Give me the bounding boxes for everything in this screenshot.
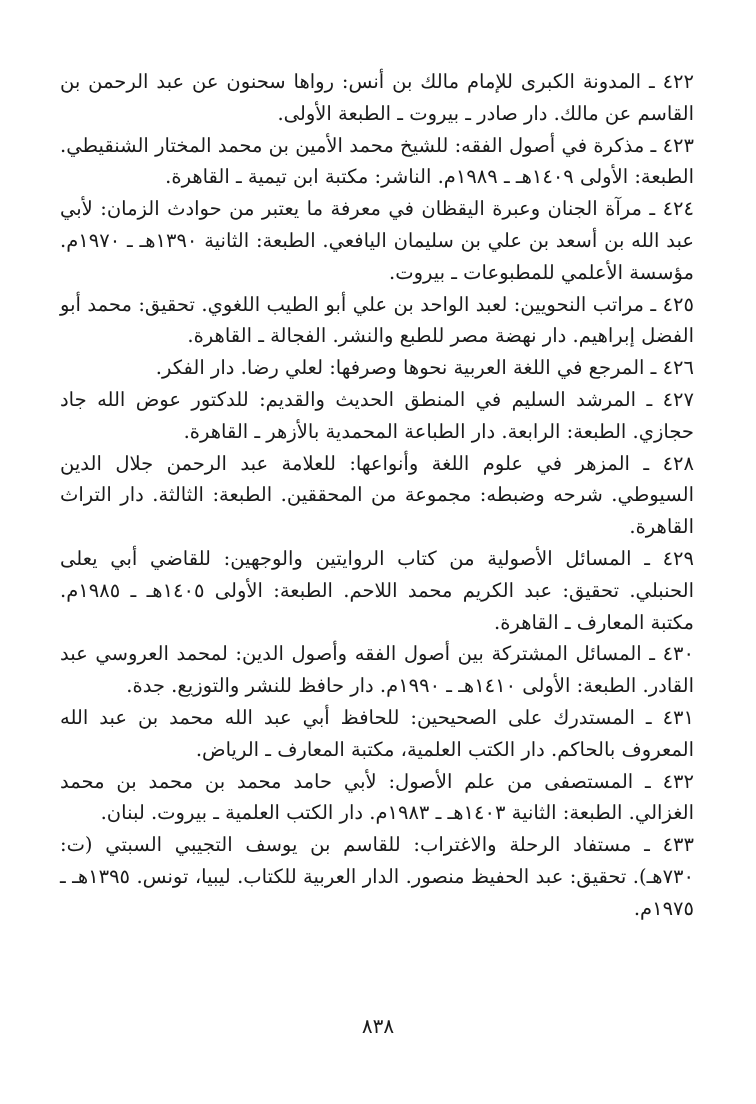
page-number: ٨٣٨ [361, 1014, 395, 1038]
bibliography-entry [60, 448, 694, 543]
entry-number: ٤٢٢ [662, 70, 694, 93]
entry-number: ٤٢٥ [662, 292, 694, 316]
bibliography-entry [60, 829, 694, 924]
entry-number: ٤٢٨ [662, 451, 694, 475]
entry-separator: ـ [634, 705, 663, 729]
entry-text: المستصفى من علم الأصول: لأبي حامد محمد بن محمد بن محمد الغزالي. الطبعة: الثانية ١٤٠٣هـ ـ ١٩٨٣م. دار الكتب العلمية ـ بيروت. لبنان. [60, 769, 694, 825]
entry-text: المرشد السليم في المنطق الحديث والقديم: للدكتور عوض الله جاد حجازي. الطبعة: الرابعة. دار الطباعة المحمدية بالأزهر ـ القاهرة. [60, 387, 694, 443]
entry-text: المسائل الأصولية من كتاب الروايتين والوجهين: للقاضي أبي يعلى الحنبلي. تحقيق: عبد الكريم محمد اللاحم. الطبعة: الأولى ١٤٠٥هـ ـ ١٩٨٥م. مكتبة المعارف ـ القاهرة. [60, 546, 694, 634]
entry-separator: ـ [641, 70, 663, 93]
bibliography-entry [60, 352, 694, 384]
entry-separator: ـ [643, 292, 663, 316]
entry-separator: ـ [629, 451, 663, 475]
entry-number: ٤٣١ [662, 705, 694, 729]
entry-separator: ـ [631, 546, 663, 570]
entry-number: ٤٢٦ [662, 356, 694, 380]
entry-text: مرآة الجنان وعبرة اليقظان في معرفة ما يعتبر من حوادث الزمان: لأبي عبد الله بن أسعد بن علي بن سليمان اليافعي. الطبعة: الثانية ١٣٩٠هـ ـ ١٩٧٠م. مؤسسة الأعلمي للمطبوعات ـ بيروت. [60, 197, 694, 284]
entry-separator: ـ [641, 642, 663, 666]
entry-text: مستفاد الرحلة والاغتراب: للقاسم بن يوسف التجيبي السبتي (ت: ٧٣٠هـ). تحقيق: عبد الحفيظ منصور. الدار العربية للكتاب. ليبيا، تونس. ١٣٩٥هـ ـ ١٩٧٥م. [60, 833, 694, 920]
bibliography-list [60, 66, 694, 925]
entry-text: المستدرك على الصحيحين: للحافظ أبي عبد الله محمد بن عبد الله المعروف بالحاكم. دار الكتب العلمية، مكتبة المعارف ـ الرياض. [60, 705, 694, 761]
entry-separator: ـ [641, 197, 663, 221]
entry-number: ٤٣٢ [662, 769, 694, 793]
bibliography-entry [60, 638, 694, 702]
entry-number: ٤٢٩ [662, 546, 694, 570]
entry-text: مراتب النحويين: لعبد الواحد بن علي أبو الطيب اللغوي. تحقيق: محمد أبو الفضل إبراهيم. دار نهضة مصر للطبع والنشر. الفجالة ـ القاهرة. [60, 292, 694, 348]
entry-number: ٤٢٣ [662, 133, 694, 157]
bibliography-entry [60, 702, 694, 766]
entry-separator: ـ [633, 769, 663, 793]
entry-number: ٤٢٧ [662, 387, 694, 411]
bibliography-entry [60, 66, 694, 130]
bibliography-entry [60, 289, 694, 353]
entry-separator: ـ [644, 133, 663, 157]
entry-text: مذكرة في أصول الفقه: للشيخ محمد الأمين بن محمد المختار الشنقيطي. الطبعة: الأولى ١٤٠٩هـ ـ ١٩٨٩م. الناشر: مكتبة ابن تيمية ـ القاهرة. [60, 133, 694, 189]
entry-text: المزهر في علوم اللغة وأنواعها: للعلامة عبد الرحمن جلال الدين السيوطي. شرحه وضبطه: مجموعة من المحققين. الطبعة: الثالثة. دار التراث القاهرة. [60, 451, 694, 539]
entry-number: ٤٣٠ [662, 642, 694, 666]
bibliography-entry [60, 766, 694, 830]
entry-separator: ـ [636, 387, 663, 411]
bibliography-entry [60, 384, 694, 448]
entry-text: المدونة الكبرى للإمام مالك بن أنس: رواها سحنون عن عبد الرحمن بن القاسم عن مالك. دار صادر ـ بيروت ـ الطبعة الأولى. [60, 70, 694, 125]
entry-separator: ـ [644, 356, 663, 380]
entry-text: المسائل المشتركة بين أصول الفقه وأصول الدين: لمحمد العروسي عبد القادر. الطبعة: الأولى ١٤١٠هـ ـ ١٩٩٠م. دار حافظ للنشر والتوزيع. جدة. [60, 642, 694, 698]
entry-separator: ـ [631, 833, 663, 857]
entry-number: ٤٢٤ [662, 197, 694, 221]
bibliography-entry [60, 193, 694, 288]
bibliography-entry [60, 130, 694, 194]
entry-text: المرجع في اللغة العربية نحوها وصرفها: لعلي رضا. دار الفكر. [155, 356, 645, 380]
bibliography-entry [60, 543, 694, 638]
entry-number: ٤٣٣ [662, 833, 694, 857]
